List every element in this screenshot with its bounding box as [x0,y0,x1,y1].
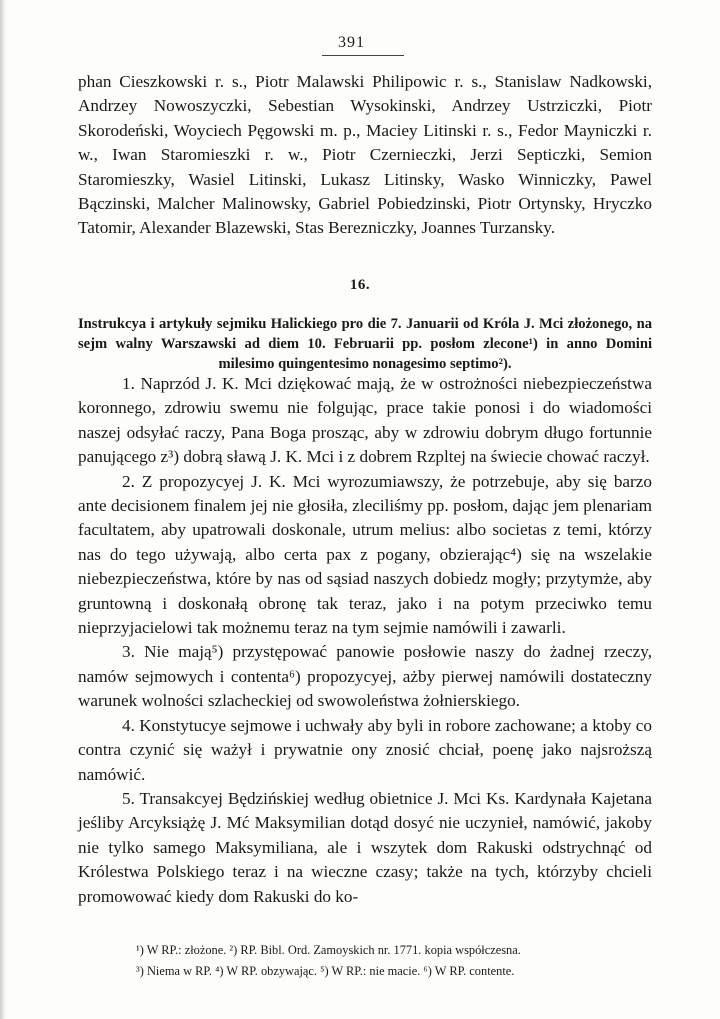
paragraph: 5. Transakcyej Będzińskiej według obietnice J. Mci Ks. Kardynała Kajetana jeśliby Arcyksiążę J. Mć Maksymilian dotąd dosyć nie uczynieł, namówić, jakoby nie tylko samego Maksymiliana, ale i wszytek dom Rakuski odstrychnąć od Królestwa Polskiego teraz i na wieczne czasy; także na tych, którzyby chcieli promowować kiedy dom Rakuski do ko- [78,788,652,906]
document-title: Instrukcya i artykuły sejmiku Halickiego pro die 7. Januarii od Króla J. Mci złożonego, na sejm walny Warszawski ad diem 10. Februarii pp. posłom zlecone¹) in anno Domini milesimo quingentesimo nonagesimo septimo²). [78,316,652,373]
paragraph: 4. Konstytucye sejmowe i uchwały aby byli in robore zachowane; a ktoby co contra czynić się ważył i prywatnie ony znosić chciał, poenę jako najsroższą namówić. [78,715,652,784]
scan-edge-shadow [0,0,6,1019]
paragraph: 1. Naprzód J. K. Mci dziękować mają, że w ostrożności niebezpieczeństwa koronnego, zdrowiu swemu nie folgując, prace takie ponosi i do wiadomości naszej odsyłać raczy, Pana Boga prosząc, aby w zdrowiu dobrym długo fortunnie panującego z³) dobrą sławą J. K. Mci i z dobrem Rzpltej na świecie chować raczył. [78,374,652,467]
paragraph: 2. Z propozycyej J. K. Mci wyrozumiawszy, że potrzebuje, aby się barzo ante decisionem finalem jej nie głosiła, zleciliśmy pp. posłom, dając jem plenariam facultatem, aby upatrowali doskonale, utrum melius: albo societas z temi, którzy nas do tego używają, albo certa pax z pogany, obzierając⁴) się na wszelakie niebezpieczeństwa, które by nas od sąsiad naszych dobiedz mogły; przytymże, aby gruntowną i doskonałą obronę tak teraz, jako i na potym przeciwko temu nieprzyjacielowi tak możnemu teraz na tym sejmie namówili i zawarli. [78,471,652,638]
intro-paragraph: phan Cieszkowski r. s., Piotr Malawski Philipowic r. s., Stanislaw Nadkowski, Andrzey Nowoszyczki, Sebestian Wysokinski, Andrzey Ustrziczki, Piotr Skorodeński, Woyciech Pęgowski m. p., Maciey Litinski r. s., Fedor Mayniczki r. w., Iwan Staromieszki r. w., Piotr Czernieczki, Jerzi Septiczki, Semion Staromieszky, Wasiel Litinski, Lukasz Litinsky, Wasko Winniczky, Pawel Bączinski, Malcher Malinowsky, Gabriel Pobiedzinski, Piotr Ortynsky, Hryczko Tatomir, Alexander Blazewski, Stas Berezniczky, Joannes Turzansky. [78,72,652,238]
page-number: 391 [338,34,365,51]
footnote-line: ¹) W RP.: złożone. ²) RP. Bibl. Ord. Zamoyskich nr. 1771. kopia współczesna. [136,943,521,957]
page-number-rule [322,55,404,56]
footnotes [136,940,676,982]
paragraph: 3. Nie mają⁵) przystępować panowie posłowie naszy do żadnej rzeczy, namów sejmowych i contenta⁶) propozycyej, ażby pierwej namówili dostateczny warunek wolności szlacheckiej od swowoleństwa żołnierskiego. [78,642,652,711]
footnote-line: ³) Niema w RP. ⁴) W RP. obzywając. ⁵) W RP.: nie macie. ⁶) W RP. contente. [136,964,515,978]
body-text [78,372,652,909]
document-number: 16. [349,277,371,293]
